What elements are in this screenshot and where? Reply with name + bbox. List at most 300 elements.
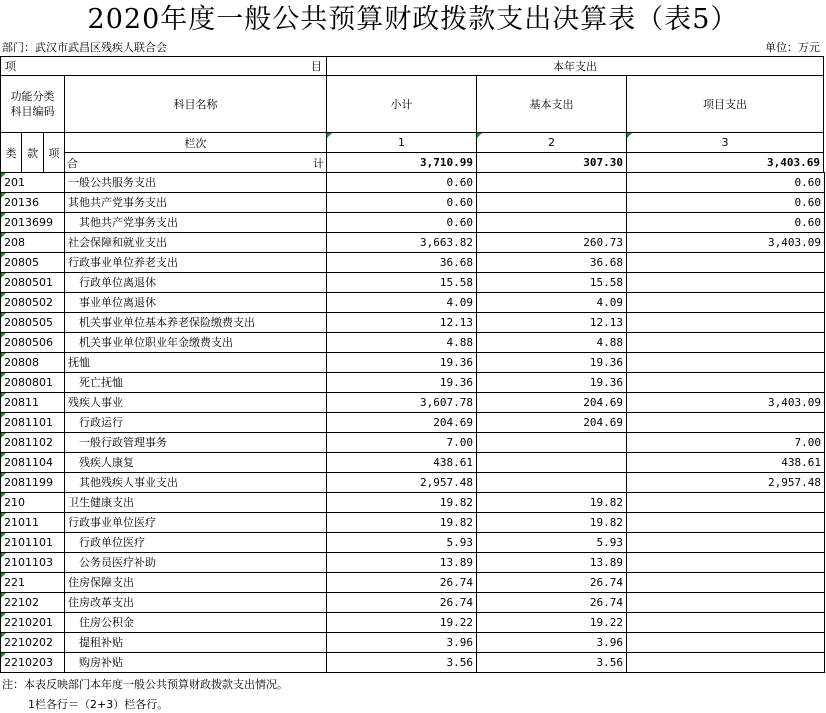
row-name-cell[interactable] — [65, 573, 327, 593]
row-subtotal-cell[interactable] — [327, 473, 477, 493]
row-basic-cell[interactable] — [477, 433, 627, 453]
row-project-cell[interactable] — [627, 593, 825, 613]
row-name-cell[interactable] — [65, 413, 327, 433]
header-kuan-cell[interactable] — [21, 132, 44, 173]
row-project-cell[interactable] — [627, 633, 825, 653]
row-basic-value: 19.82 — [589, 516, 623, 529]
row-basic-value: 19.36 — [589, 376, 623, 389]
total-subtotal-cell[interactable] — [326, 152, 477, 173]
row-basic-cell[interactable] — [477, 633, 627, 653]
row-basic-value: 12.13 — [589, 316, 623, 329]
row-code-cell[interactable] — [1, 213, 65, 233]
row-subtotal-cell[interactable] — [327, 313, 477, 333]
row-subtotal-cell[interactable] — [327, 553, 477, 573]
row-name-value: 行政事业单位养老支出 — [68, 256, 178, 269]
total-label-left: 合 — [67, 156, 78, 170]
row-subtotal-value: 19.82 — [439, 516, 473, 529]
row-subtotal-cell[interactable] — [327, 333, 477, 353]
unit-label: 单位：万元 — [765, 41, 820, 54]
header-lanci-cell[interactable] — [64, 132, 327, 153]
row-project-cell[interactable] — [627, 273, 825, 293]
row-name-value: 行政事业单位医疗 — [68, 516, 156, 529]
row-name-cell[interactable] — [65, 173, 327, 193]
cell-marker-icon — [1, 533, 6, 538]
row-name-value: 一般公共服务支出 — [68, 176, 156, 189]
row-basic-value: 36.68 — [589, 256, 623, 269]
cell-marker-icon — [1, 653, 6, 658]
row-code-cell[interactable] — [1, 293, 65, 313]
cell-marker-icon — [1, 273, 6, 278]
row-name-value: 住房保障支出 — [68, 576, 134, 589]
row-project-cell[interactable] — [627, 473, 825, 493]
row-code-value: 20811 — [4, 396, 39, 409]
row-name-cell[interactable] — [65, 333, 327, 353]
row-subtotal-cell[interactable] — [327, 213, 477, 233]
row-subtotal-value: 19.36 — [439, 376, 473, 389]
row-name-cell[interactable] — [65, 653, 327, 673]
row-subtotal-value: 19.36 — [439, 356, 473, 369]
row-subtotal-cell[interactable] — [327, 493, 477, 513]
row-basic-cell[interactable] — [477, 253, 627, 273]
row-project-cell[interactable] — [627, 333, 825, 353]
total-label-right: 计 — [313, 156, 324, 170]
row-project-value: 7.00 — [794, 436, 821, 449]
row-project-cell[interactable] — [627, 413, 825, 433]
table-row — [1, 413, 825, 433]
header-current-year-label: 本年支出 — [553, 60, 597, 73]
row-subtotal-cell[interactable] — [327, 413, 477, 433]
row-code-value: 2080506 — [4, 336, 53, 349]
header-xiang-cell[interactable] — [43, 132, 65, 173]
row-project-cell[interactable] — [627, 613, 825, 633]
row-basic-cell[interactable] — [477, 593, 627, 613]
row-subtotal-cell[interactable] — [327, 593, 477, 613]
row-project-value: 438.61 — [781, 456, 821, 469]
row-name-value: 事业单位离退休 — [79, 296, 156, 309]
row-name-value: 其他残疾人事业支出 — [79, 476, 178, 489]
row-basic-cell[interactable] — [477, 613, 627, 633]
cell-marker-icon — [1, 593, 6, 598]
row-project-value: 0.60 — [794, 196, 821, 209]
table-row — [1, 273, 825, 293]
row-name-cell[interactable] — [65, 513, 327, 533]
row-project-cell[interactable] — [627, 433, 825, 453]
cell-marker-icon — [1, 573, 6, 578]
header-project-label: 项目支出 — [703, 98, 747, 111]
row-code-value: 210 — [4, 496, 25, 509]
row-basic-cell[interactable] — [477, 473, 627, 493]
row-basic-cell[interactable] — [477, 213, 627, 233]
row-basic-value: 15.58 — [589, 276, 623, 289]
cell-marker-icon — [1, 393, 6, 398]
row-code-value: 2210202 — [4, 636, 53, 649]
row-project-cell[interactable] — [627, 193, 825, 213]
row-project-cell[interactable] — [627, 373, 825, 393]
row-basic-value: 19.82 — [589, 496, 623, 509]
row-subtotal-cell[interactable] — [327, 633, 477, 653]
row-code-value: 2081104 — [4, 456, 53, 469]
cell-marker-icon — [1, 553, 6, 558]
row-name-cell[interactable] — [65, 313, 327, 333]
row-basic-cell[interactable] — [477, 193, 627, 213]
row-project-cell[interactable] — [627, 533, 825, 553]
header-subtotal-cell[interactable] — [326, 75, 477, 133]
cell-marker-icon — [1, 253, 6, 258]
row-code-value: 20805 — [4, 256, 39, 269]
row-basic-cell[interactable] — [477, 453, 627, 473]
row-code-value: 2210201 — [4, 616, 53, 629]
row-project-value: 3,403.09 — [768, 396, 821, 409]
row-basic-cell[interactable] — [477, 333, 627, 353]
row-subtotal-value: 3.96 — [446, 636, 473, 649]
row-code-cell[interactable] — [1, 653, 65, 673]
row-subtotal-cell[interactable] — [327, 513, 477, 533]
row-basic-cell[interactable] — [477, 573, 627, 593]
total-project-value: 3,403.69 — [767, 156, 820, 169]
row-code-cell[interactable] — [1, 433, 65, 453]
row-code-cell[interactable] — [1, 493, 65, 513]
row-subtotal-value: 0.60 — [446, 176, 473, 189]
header-col3-label: 3 — [721, 136, 729, 149]
row-code-cell[interactable] — [1, 573, 65, 593]
row-subtotal-cell[interactable] — [327, 193, 477, 213]
row-name-value: 社会保障和就业支出 — [68, 236, 167, 249]
header-item-label: 项 — [5, 60, 16, 73]
row-subtotal-value: 2,957.48 — [420, 476, 473, 489]
row-subtotal-cell[interactable] — [327, 273, 477, 293]
header-col2-cell[interactable] — [476, 132, 627, 153]
row-code-cell[interactable] — [1, 453, 65, 473]
row-subtotal-cell[interactable] — [327, 253, 477, 273]
row-code-value: 201 — [4, 176, 25, 189]
row-name-cell[interactable] — [65, 613, 327, 633]
header-code-label: 功能分类 科目编码 — [10, 90, 55, 118]
row-project-cell[interactable] — [627, 353, 825, 373]
cell-marker-icon — [327, 133, 332, 138]
row-subtotal-value: 0.60 — [446, 216, 473, 229]
row-code-cell[interactable] — [1, 313, 65, 333]
total-project-cell[interactable] — [626, 152, 824, 173]
row-name-cell[interactable] — [65, 273, 327, 293]
cell-marker-icon — [1, 333, 6, 338]
header-subtotal-label: 小计 — [390, 98, 413, 111]
row-name-value: 残疾人康复 — [79, 456, 134, 469]
row-basic-value: 26.74 — [589, 596, 623, 609]
row-name-cell[interactable] — [65, 453, 327, 473]
row-basic-cell[interactable] — [477, 273, 627, 293]
cell-marker-icon — [1, 233, 6, 238]
row-name-value: 其他共产党事务支出 — [68, 196, 167, 209]
header-basic-cell[interactable] — [476, 75, 627, 133]
total-subtotal-value: 3,710.99 — [420, 156, 473, 169]
table-row — [1, 453, 825, 473]
row-name-cell[interactable] — [65, 233, 327, 253]
row-basic-cell[interactable] — [477, 533, 627, 553]
header-lei-cell[interactable] — [0, 132, 22, 173]
row-subtotal-value: 19.22 — [439, 616, 473, 629]
row-project-cell[interactable] — [627, 493, 825, 513]
row-code-value: 221 — [4, 576, 25, 589]
row-project-cell[interactable] — [627, 573, 825, 593]
row-project-cell[interactable] — [627, 253, 825, 273]
table-row — [1, 233, 825, 253]
table-row — [1, 253, 825, 273]
row-basic-value: 4.09 — [596, 296, 623, 309]
row-code-cell[interactable] — [1, 593, 65, 613]
row-code-value: 2101101 — [4, 536, 53, 549]
row-project-cell[interactable] — [627, 513, 825, 533]
row-subtotal-value: 438.61 — [433, 456, 473, 469]
row-name-value: 残疾人事业 — [68, 396, 123, 409]
table-row — [1, 513, 825, 533]
row-basic-value: 260.73 — [583, 236, 623, 249]
row-project-cell[interactable] — [627, 313, 825, 333]
row-project-cell[interactable] — [627, 233, 825, 253]
row-project-cell[interactable] — [627, 173, 825, 193]
row-project-cell[interactable] — [627, 393, 825, 413]
table-row — [1, 173, 825, 193]
row-subtotal-cell[interactable] — [327, 433, 477, 453]
cell-marker-icon — [1, 633, 6, 638]
row-subtotal-value: 5.93 — [446, 536, 473, 549]
table-row — [1, 353, 825, 373]
cell-marker-icon — [1, 293, 6, 298]
row-project-value: 3,403.09 — [768, 236, 821, 249]
cell-marker-icon — [1, 413, 6, 418]
header-name-cell[interactable] — [64, 75, 327, 133]
row-subtotal-value: 15.58 — [439, 276, 473, 289]
row-basic-value: 19.22 — [589, 616, 623, 629]
row-code-cell[interactable] — [1, 513, 65, 533]
row-code-cell[interactable] — [1, 333, 65, 353]
row-subtotal-cell[interactable] — [327, 373, 477, 393]
row-name-value: 购房补贴 — [79, 656, 123, 669]
row-subtotal-cell[interactable] — [327, 353, 477, 373]
cell-marker-icon — [1, 433, 6, 438]
row-code-cell[interactable] — [1, 553, 65, 573]
row-project-cell[interactable] — [627, 453, 825, 473]
row-name-cell[interactable] — [65, 533, 327, 553]
row-code-cell[interactable] — [1, 273, 65, 293]
row-project-cell[interactable] — [627, 213, 825, 233]
row-code-value: 2080501 — [4, 276, 53, 289]
row-basic-value: 3.56 — [596, 656, 623, 669]
row-name-value: 一般行政管理事务 — [79, 436, 167, 449]
table-row — [1, 573, 825, 593]
row-name-cell[interactable] — [65, 193, 327, 213]
row-code-cell[interactable] — [1, 193, 65, 213]
row-code-cell[interactable] — [1, 633, 65, 653]
row-subtotal-value: 26.74 — [439, 596, 473, 609]
total-label-cell[interactable] — [64, 152, 327, 173]
row-subtotal-value: 36.68 — [439, 256, 473, 269]
row-code-cell[interactable] — [1, 353, 65, 373]
row-code-cell[interactable] — [1, 173, 65, 193]
row-name-cell[interactable] — [65, 633, 327, 653]
header-current-year[interactable] — [326, 56, 824, 76]
cell-marker-icon — [1, 513, 6, 518]
table-row — [1, 313, 825, 333]
row-subtotal-value: 3,607.78 — [420, 396, 473, 409]
cell-marker-icon — [1, 613, 6, 618]
row-name-value: 行政单位离退休 — [79, 276, 156, 289]
row-basic-cell[interactable] — [477, 233, 627, 253]
cell-marker-icon — [1, 453, 6, 458]
row-basic-cell[interactable] — [477, 353, 627, 373]
cell-marker-icon — [1, 353, 6, 358]
total-basic-value: 307.30 — [583, 156, 623, 169]
row-basic-cell[interactable] — [477, 313, 627, 333]
row-code-cell[interactable] — [1, 533, 65, 553]
row-basic-cell[interactable] — [477, 293, 627, 313]
table-row — [1, 633, 825, 653]
row-basic-cell[interactable] — [477, 513, 627, 533]
report-title: 2020年度一般公共预算财政拨款支出决算表（表5） — [87, 4, 739, 35]
header-name-label: 科目名称 — [173, 98, 218, 111]
row-code-cell[interactable] — [1, 373, 65, 393]
row-code-value: 22102 — [4, 596, 39, 609]
row-subtotal-cell[interactable] — [327, 453, 477, 473]
row-code-cell[interactable] — [1, 413, 65, 433]
table-row — [1, 493, 825, 513]
row-project-value: 0.60 — [794, 216, 821, 229]
row-code-value: 20808 — [4, 356, 39, 369]
row-code-cell[interactable] — [1, 253, 65, 273]
row-project-value: 2,957.48 — [768, 476, 821, 489]
row-subtotal-value: 4.09 — [446, 296, 473, 309]
header-col1-cell[interactable] — [326, 132, 477, 153]
header-item-end-label: 目 — [311, 60, 322, 73]
table-row — [1, 373, 825, 393]
cell-marker-icon — [1, 173, 6, 178]
row-basic-cell[interactable] — [477, 493, 627, 513]
row-code-cell[interactable] — [1, 613, 65, 633]
header-col1-label: 1 — [398, 136, 405, 149]
row-name-cell[interactable] — [65, 213, 327, 233]
row-name-value: 其他共产党事务支出 — [79, 216, 178, 229]
row-basic-cell[interactable] — [477, 173, 627, 193]
row-subtotal-cell[interactable] — [327, 393, 477, 413]
header-code-cell[interactable] — [0, 75, 65, 133]
table-row — [1, 553, 825, 573]
row-name-value: 行政运行 — [79, 416, 123, 429]
table-row — [1, 433, 825, 453]
row-name-value: 住房公积金 — [79, 616, 134, 629]
row-subtotal-cell[interactable] — [327, 293, 477, 313]
row-basic-cell[interactable] — [477, 373, 627, 393]
row-name-value: 住房改革支出 — [68, 596, 134, 609]
row-name-cell[interactable] — [65, 473, 327, 493]
row-name-value: 行政单位医疗 — [79, 536, 145, 549]
header-item-cell[interactable] — [0, 56, 327, 76]
header-project-cell[interactable] — [626, 75, 824, 133]
row-name-cell[interactable] — [65, 493, 327, 513]
row-basic-value: 4.88 — [596, 336, 623, 349]
row-name-cell[interactable] — [65, 293, 327, 313]
row-name-value: 提租补贴 — [79, 636, 123, 649]
row-name-cell[interactable] — [65, 353, 327, 373]
row-code-value: 2210203 — [4, 656, 53, 669]
row-code-cell[interactable] — [1, 393, 65, 413]
row-basic-cell[interactable] — [477, 653, 627, 673]
row-project-value: 0.60 — [794, 176, 821, 189]
row-code-value: 2080505 — [4, 316, 53, 329]
row-subtotal-cell[interactable] — [327, 173, 477, 193]
header-col3-cell[interactable] — [626, 132, 824, 153]
row-basic-value: 204.69 — [583, 396, 623, 409]
row-code-cell[interactable] — [1, 233, 65, 253]
header-col2-label: 2 — [548, 136, 555, 149]
row-basic-value: 3.96 — [596, 636, 623, 649]
row-name-cell[interactable] — [65, 373, 327, 393]
row-name-cell[interactable] — [65, 433, 327, 453]
row-subtotal-value: 204.69 — [433, 416, 473, 429]
row-name-value: 机关事业单位职业年金缴费支出 — [79, 336, 233, 349]
cell-marker-icon — [1, 213, 6, 218]
row-basic-value: 5.93 — [596, 536, 623, 549]
row-code-value: 208 — [4, 236, 25, 249]
total-basic-cell[interactable] — [476, 152, 627, 173]
table-row — [1, 213, 825, 233]
cell-marker-icon — [1, 493, 6, 498]
row-basic-value: 204.69 — [583, 416, 623, 429]
cell-marker-icon — [1, 373, 6, 378]
row-name-value: 机关事业单位基本养老保险缴费支出 — [79, 316, 255, 329]
row-project-cell[interactable] — [627, 553, 825, 573]
row-basic-value: 26.74 — [589, 576, 623, 589]
table-row — [1, 473, 825, 493]
row-subtotal-cell[interactable] — [327, 613, 477, 633]
row-code-value: 20136 — [4, 196, 39, 209]
row-code-value: 2081199 — [4, 476, 53, 489]
row-name-cell[interactable] — [65, 593, 327, 613]
row-subtotal-cell[interactable] — [327, 233, 477, 253]
row-name-value: 卫生健康支出 — [68, 496, 134, 509]
row-subtotal-value: 4.88 — [446, 336, 473, 349]
row-subtotal-cell[interactable] — [327, 573, 477, 593]
row-code-cell[interactable] — [1, 473, 65, 493]
row-basic-cell[interactable] — [477, 553, 627, 573]
row-name-cell[interactable] — [65, 393, 327, 413]
table-row — [1, 193, 825, 213]
row-project-cell[interactable] — [627, 653, 825, 673]
row-subtotal-value: 26.74 — [439, 576, 473, 589]
row-code-value: 21011 — [4, 516, 39, 529]
row-subtotal-value: 13.89 — [439, 556, 473, 569]
cell-marker-icon — [1, 193, 6, 198]
row-basic-cell[interactable] — [477, 413, 627, 433]
table-row — [1, 533, 825, 553]
row-basic-value: 19.36 — [589, 356, 623, 369]
row-subtotal-cell[interactable] — [327, 533, 477, 553]
header-xiang-label: 项 — [48, 146, 60, 160]
table-row — [1, 613, 825, 633]
row-basic-cell[interactable] — [477, 393, 627, 413]
row-subtotal-cell[interactable] — [327, 653, 477, 673]
header-lei-label: 类 — [5, 146, 17, 160]
row-subtotal-value: 19.82 — [439, 496, 473, 509]
row-project-cell[interactable] — [627, 293, 825, 313]
row-subtotal-value: 7.00 — [446, 436, 473, 449]
footnote-2: 1栏各行＝（2+3）栏各行。 — [28, 698, 169, 711]
table-row — [1, 393, 825, 413]
row-subtotal-value: 3,663.82 — [420, 236, 473, 249]
cell-marker-icon — [1, 313, 6, 318]
table-row — [1, 333, 825, 353]
cell-marker-icon — [627, 133, 632, 138]
row-name-cell[interactable] — [65, 253, 327, 273]
row-name-cell[interactable] — [65, 553, 327, 573]
